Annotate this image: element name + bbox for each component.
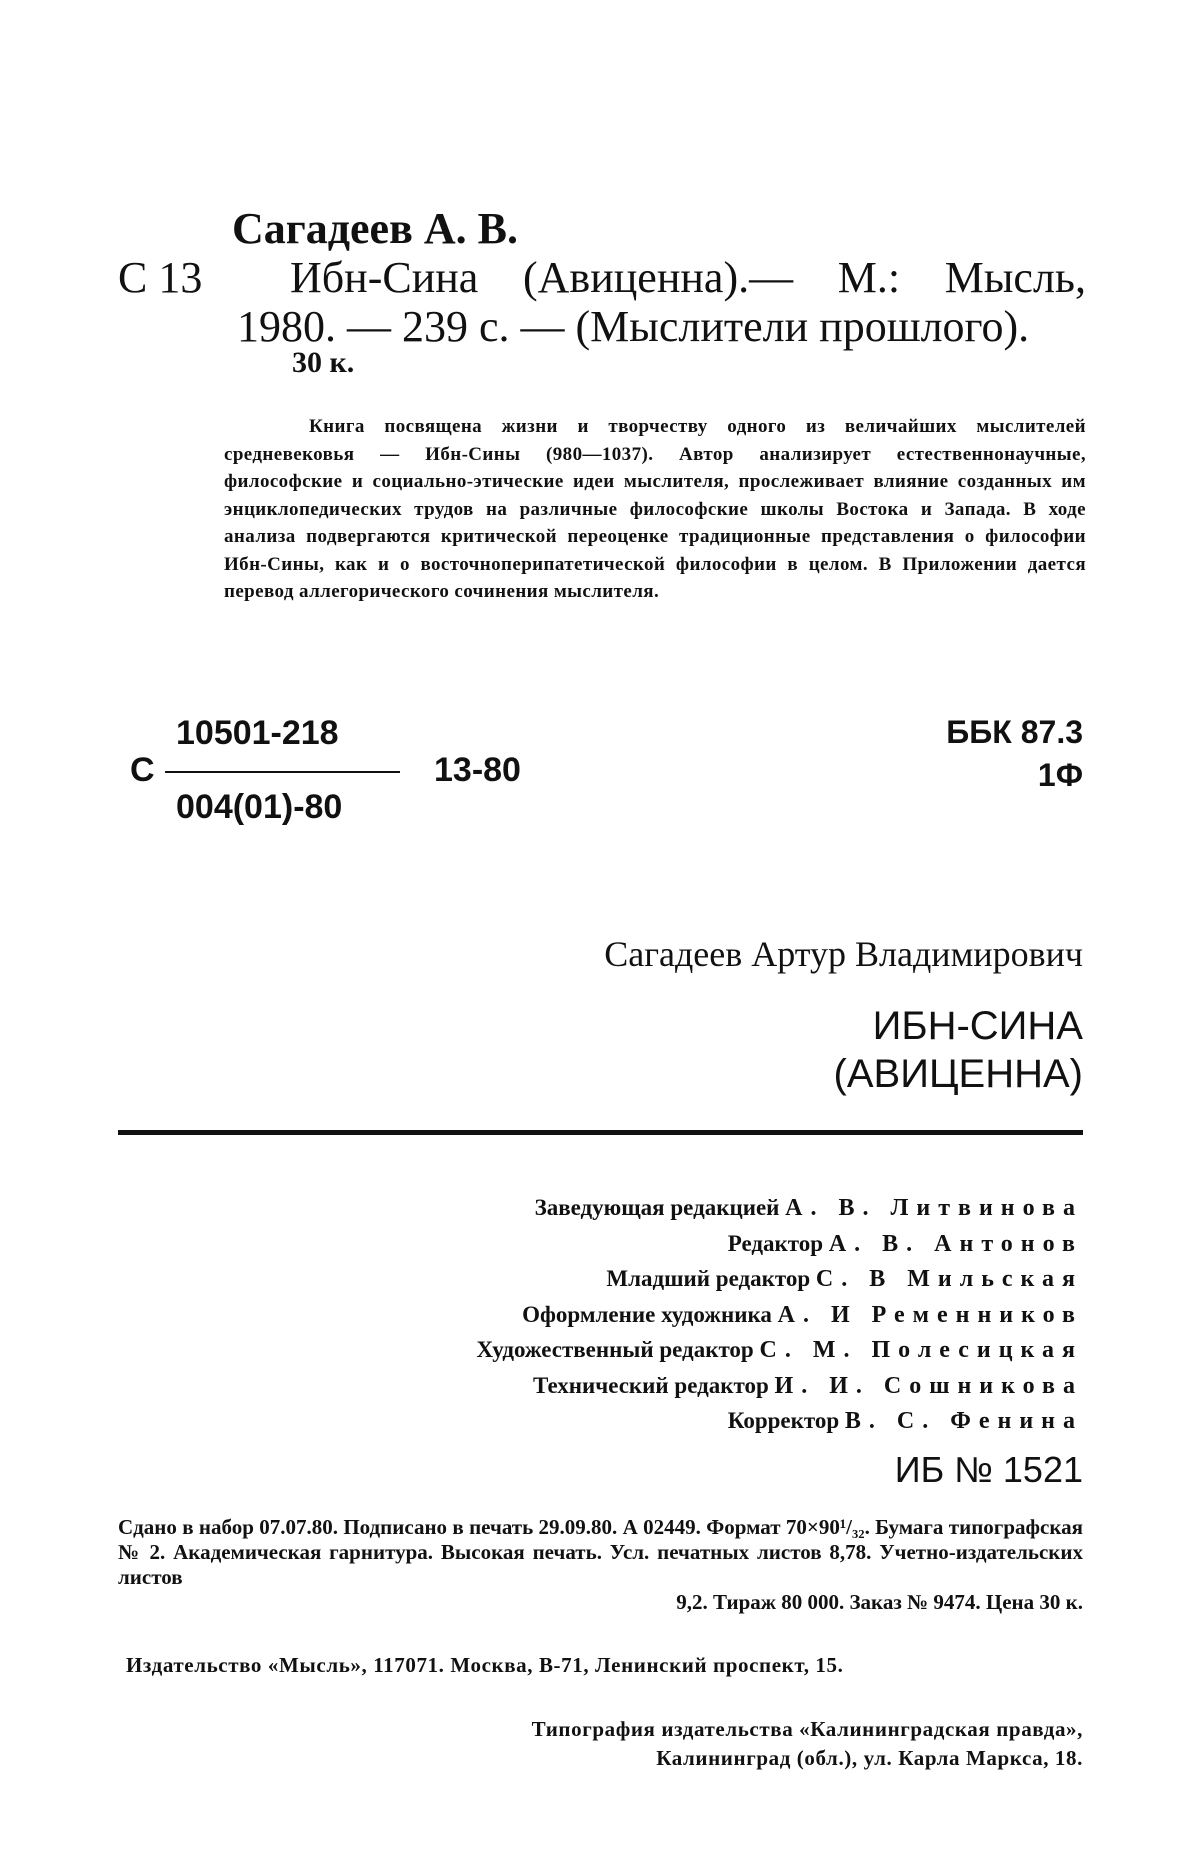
section-divider <box>118 1130 1083 1135</box>
staff-name: В. С. Фенина <box>844 1408 1083 1434</box>
imprint-last-line: 9,2. Тираж 80 000. Заказ № 9474. Цена 30 к. <box>676 1590 1083 1614</box>
catalog-denominator: 004(01)-80 <box>176 788 343 826</box>
staff-name: А. В. Литвинова <box>785 1195 1083 1221</box>
bbk-code: ББК 87.3 <box>946 714 1083 750</box>
staff-role: Редактор <box>727 1230 824 1256</box>
library-index-code: С 13 <box>118 253 203 302</box>
staff-role: Заведующая редакцией <box>534 1195 780 1220</box>
staff-name: А. В. Антонов <box>828 1230 1083 1257</box>
printer-line-2: Калининград (обл.), ул. Карла Маркса, 18. <box>656 1746 1083 1770</box>
staff-name: С. В Мильская <box>815 1266 1083 1292</box>
book-title-line-1: ИБН-СИНА <box>872 1004 1083 1048</box>
publisher-address: Издательство «Мысль», 117071. Москва, В-71, Ленинский проспект, 15. <box>126 1653 844 1677</box>
staff-name: И. И. Сошникова <box>774 1372 1083 1399</box>
bibliographic-line-2: 1980. — 239 с. — (Мыслители прошлого). <box>237 302 1030 351</box>
catalog-letter: С <box>130 751 155 789</box>
ib-number: ИБ № 1521 <box>894 1449 1083 1490</box>
bibliographic-line-1: Ибн-Сина (Авиценна).— М.: Мысль, <box>290 253 1086 302</box>
staff-row <box>183 1261 1083 1297</box>
book-title-line-2: (АВИЦЕННА) <box>833 1052 1083 1096</box>
author-full-name: Сагадеев Артур Владимирович <box>604 934 1083 974</box>
staff-role: Художественный редактор <box>476 1337 754 1362</box>
staff-role: Младший редактор <box>606 1266 811 1291</box>
printer-line-1: Типография издательства «Калининградская правда», <box>531 1717 1083 1741</box>
staff-row <box>183 1332 1083 1368</box>
staff-name: С. М. Полесицкая <box>759 1337 1083 1363</box>
price: 30 к. <box>292 346 355 379</box>
staff-row <box>183 1226 1083 1262</box>
staff-row <box>183 1403 1083 1439</box>
imprint-paragraph: Сдано в набор 07.07.80. Подписано в печать 29.09.80. А 02449. Формат 70×90¹/₃₂. Бумага типографская № 2. Академическая гарнитура. Высокая печать. Усл. печатных листов 8,78. Учетно-издательских листов <box>118 1515 1083 1589</box>
catalog-side-code: 13-80 <box>434 751 521 789</box>
staff-role: Оформление художника <box>522 1301 772 1327</box>
staff-role: Корректор <box>727 1408 840 1433</box>
bbk-subcode: 1Ф <box>1037 757 1083 793</box>
staff-row <box>183 1368 1083 1404</box>
editorial-staff-list <box>183 1190 1083 1439</box>
annotation-paragraph: Книга посвящена жизни и творчеству одного из величайших мыслителей средневековья — Ибн-Сины (980—1037). Автор анализирует естественнонаучные, философские и социально-этические идеи мыслителя, прослеживает влияние созданных им энциклопедических трудов на различные философские школы Востока и Запада. В ходе анализа подвергаются критической переоценке традиционные представления о философии Ибн-Сины, как и о восточноперипатетической философии в целом. В Приложении дается перевод аллегорического сочинения мыслителя. <box>224 416 1086 602</box>
staff-row <box>183 1190 1083 1226</box>
staff-row <box>183 1297 1083 1333</box>
catalog-numerator: 10501-218 <box>176 714 339 752</box>
staff-name: А. И Ременников <box>777 1301 1083 1328</box>
catalog-fraction-rule <box>165 771 400 773</box>
author-heading: Сагадеев А. В. <box>232 204 518 253</box>
staff-role: Технический редактор <box>533 1372 769 1398</box>
